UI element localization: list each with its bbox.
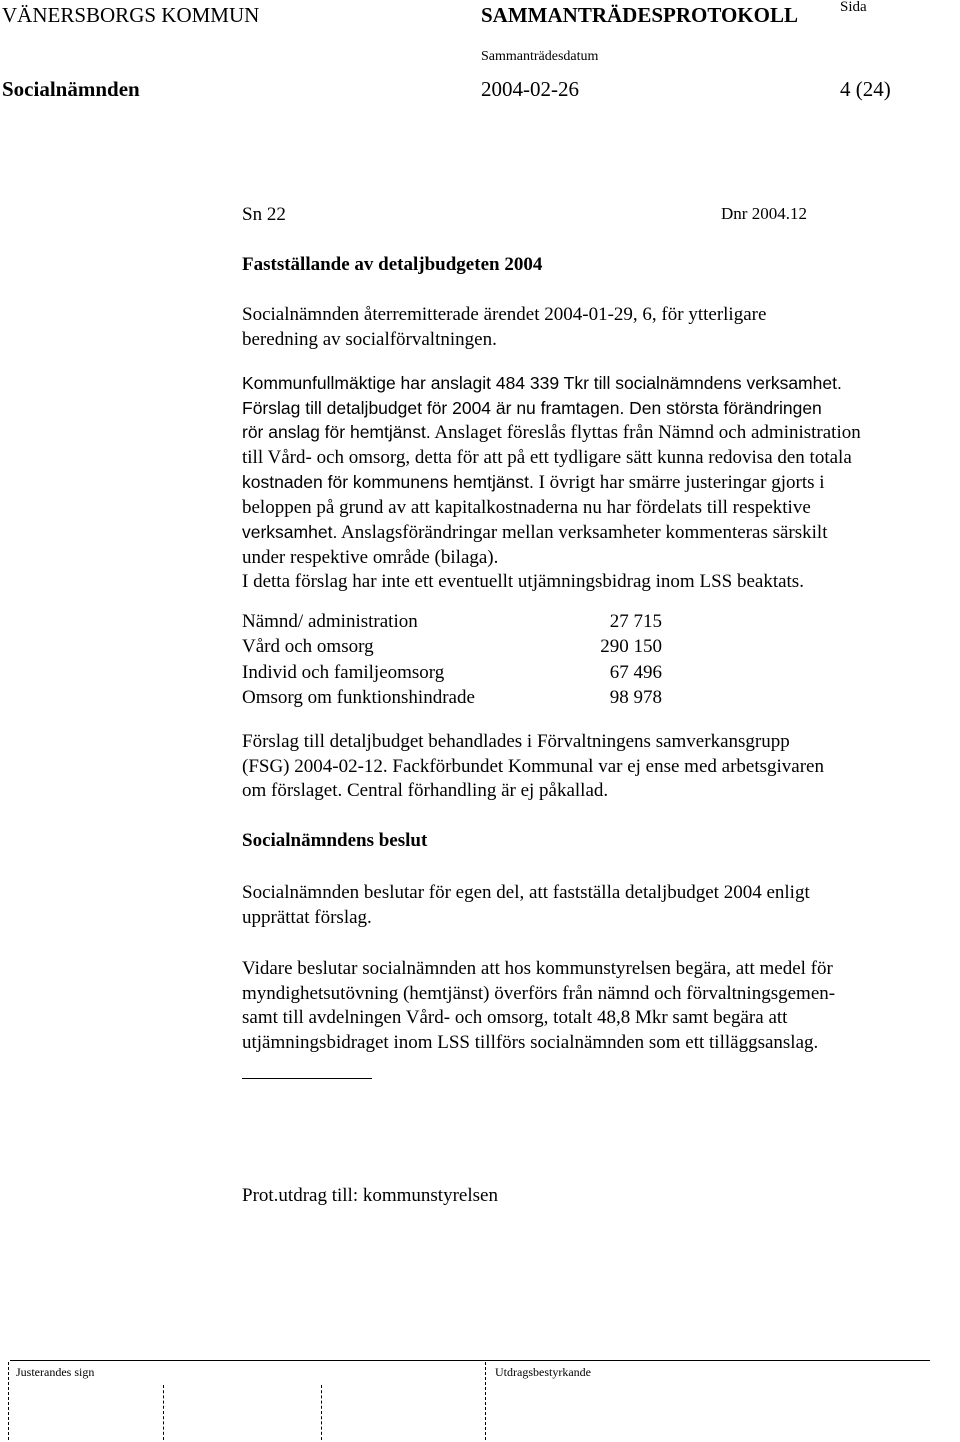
section-number-text: Sn 22 <box>242 204 286 225</box>
budget-table-label: Omsorg om funktionshindrade <box>242 687 475 708</box>
meeting-date: 2004-02-26 <box>481 77 579 101</box>
fsg-paragraph <box>242 730 942 804</box>
budget-line: under respektive område (bilaga). <box>242 546 499 568</box>
budget-line-part: Anslagsförändringar mellan verksamheter kommenteras särskilt <box>341 522 828 543</box>
budget-table-label: Nämnd/ administration <box>242 611 418 632</box>
decision-heading: Socialnämndens beslut <box>242 830 428 851</box>
intro-paragraph <box>242 303 942 352</box>
budget-table-row <box>242 662 662 686</box>
extract-certification-label: Utdragsbestyrkande <box>495 1365 591 1379</box>
budget-line <box>242 520 942 546</box>
budget-table-value: 27 715 <box>609 611 662 632</box>
budget-line: Förslag till detaljbudget för 2004 är nu framtagen. Den största förändringen <box>242 397 822 418</box>
decision-line: Socialnämnden beslutar för egen del, att fastställa detaljbudget 2004 enligt <box>242 882 810 903</box>
budget-line-part: kostnaden för kommunens hemtjänst. <box>242 472 534 492</box>
fsg-line: om förslaget. Central förhandling är ej påkallad. <box>242 780 609 801</box>
budget-paragraph <box>242 371 942 595</box>
budget-table-label: Individ och familjeomsorg <box>242 662 445 683</box>
budget-line-part: I övrigt har smärre justeringar gjorts i <box>538 472 825 493</box>
budget-line <box>242 420 942 446</box>
decision-line: samt till avdelningen Vård- och omsorg, totalt 48,8 Mkr samt begära att <box>242 1007 788 1028</box>
intro-line: beredning av socialförvaltningen. <box>242 328 497 350</box>
signature-box-divider <box>8 1362 10 1440</box>
budget-line-part: rör anslag för hemtjänst. <box>242 422 431 442</box>
decision-line: upprättat förslag. <box>242 906 372 928</box>
committee-name: Socialnämnden <box>2 77 140 101</box>
decision-line: utjämningsbidraget inom LSS tillförs socialnämnden som ett tilläggsanslag. <box>242 1031 819 1053</box>
budget-table-value: 98 978 <box>609 687 662 708</box>
budget-line: I detta förslag har inte ett eventuellt utjämningsbidrag inom LSS beaktats. <box>242 571 804 592</box>
budget-line <box>242 470 942 496</box>
section-number <box>242 205 286 224</box>
decision-paragraph <box>242 881 942 930</box>
decision-line: Vidare beslutar socialnämnden att hos kommunstyrelsen begära, att medel för <box>242 958 833 979</box>
page-number: 4 (24) <box>840 77 891 101</box>
budget-table-value: 67 496 <box>609 662 662 683</box>
budget-line-part: verksamhet. <box>242 522 338 542</box>
decision-paragraph <box>242 957 942 1055</box>
document-type: SAMMANTRÄDESPROTOKOLL <box>481 3 798 27</box>
signature-box-divider <box>163 1385 165 1440</box>
budget-line: till Vård- och omsorg, detta för att på ett tydligare sätt kunna redovisa den totala <box>242 446 852 468</box>
fsg-line: Förslag till detaljbudget behandlades i Förvaltningens samverkansgrupp <box>242 731 790 752</box>
meeting-date-label: Sammanträdesdatum <box>481 49 599 64</box>
fsg-line: (FSG) 2004-02-12. Fackförbundet Kommunal var ej ense med arbetsgivaren <box>242 755 824 777</box>
signature-label: Justerandes sign <box>16 1365 95 1379</box>
budget-line: beloppen på grund av att kapitalkostnaderna nu har fördelats till respektive <box>242 496 811 518</box>
page-label: Sida <box>840 0 867 15</box>
signature-box-divider <box>321 1385 323 1440</box>
municipality-name: VÄNERSBORGS KOMMUN <box>2 3 260 27</box>
budget-table-row <box>242 611 662 635</box>
separator-rule <box>242 1078 372 1079</box>
decision-line: myndighetsutövning (hemtjänst) överförs från nämnd och förvaltningsgemen- <box>242 982 836 1004</box>
budget-line-part: Anslaget föreslås flyttas från Nämnd och administration <box>434 422 861 443</box>
budget-table-row <box>242 687 662 711</box>
signature-box-divider <box>485 1362 487 1440</box>
distribution-line: Prot.utdrag till: kommunstyrelsen <box>242 1185 498 1206</box>
budget-table-row <box>242 636 662 660</box>
budget-table-value: 290 150 <box>600 636 662 657</box>
intro-line: Socialnämnden återremitterade ärendet 2004-01-29, 6, för ytterligare <box>242 304 767 325</box>
case-title: Fastställande av detaljbudgeten 2004 <box>242 254 543 275</box>
footer-rule <box>10 1360 930 1361</box>
budget-line: Kommunfullmäktige har anslagit 484 339 Tkr till socialnämndens verksamhet. <box>242 373 842 393</box>
case-number: Dnr 2004.12 <box>721 204 807 223</box>
budget-table-label: Vård och omsorg <box>242 636 374 657</box>
